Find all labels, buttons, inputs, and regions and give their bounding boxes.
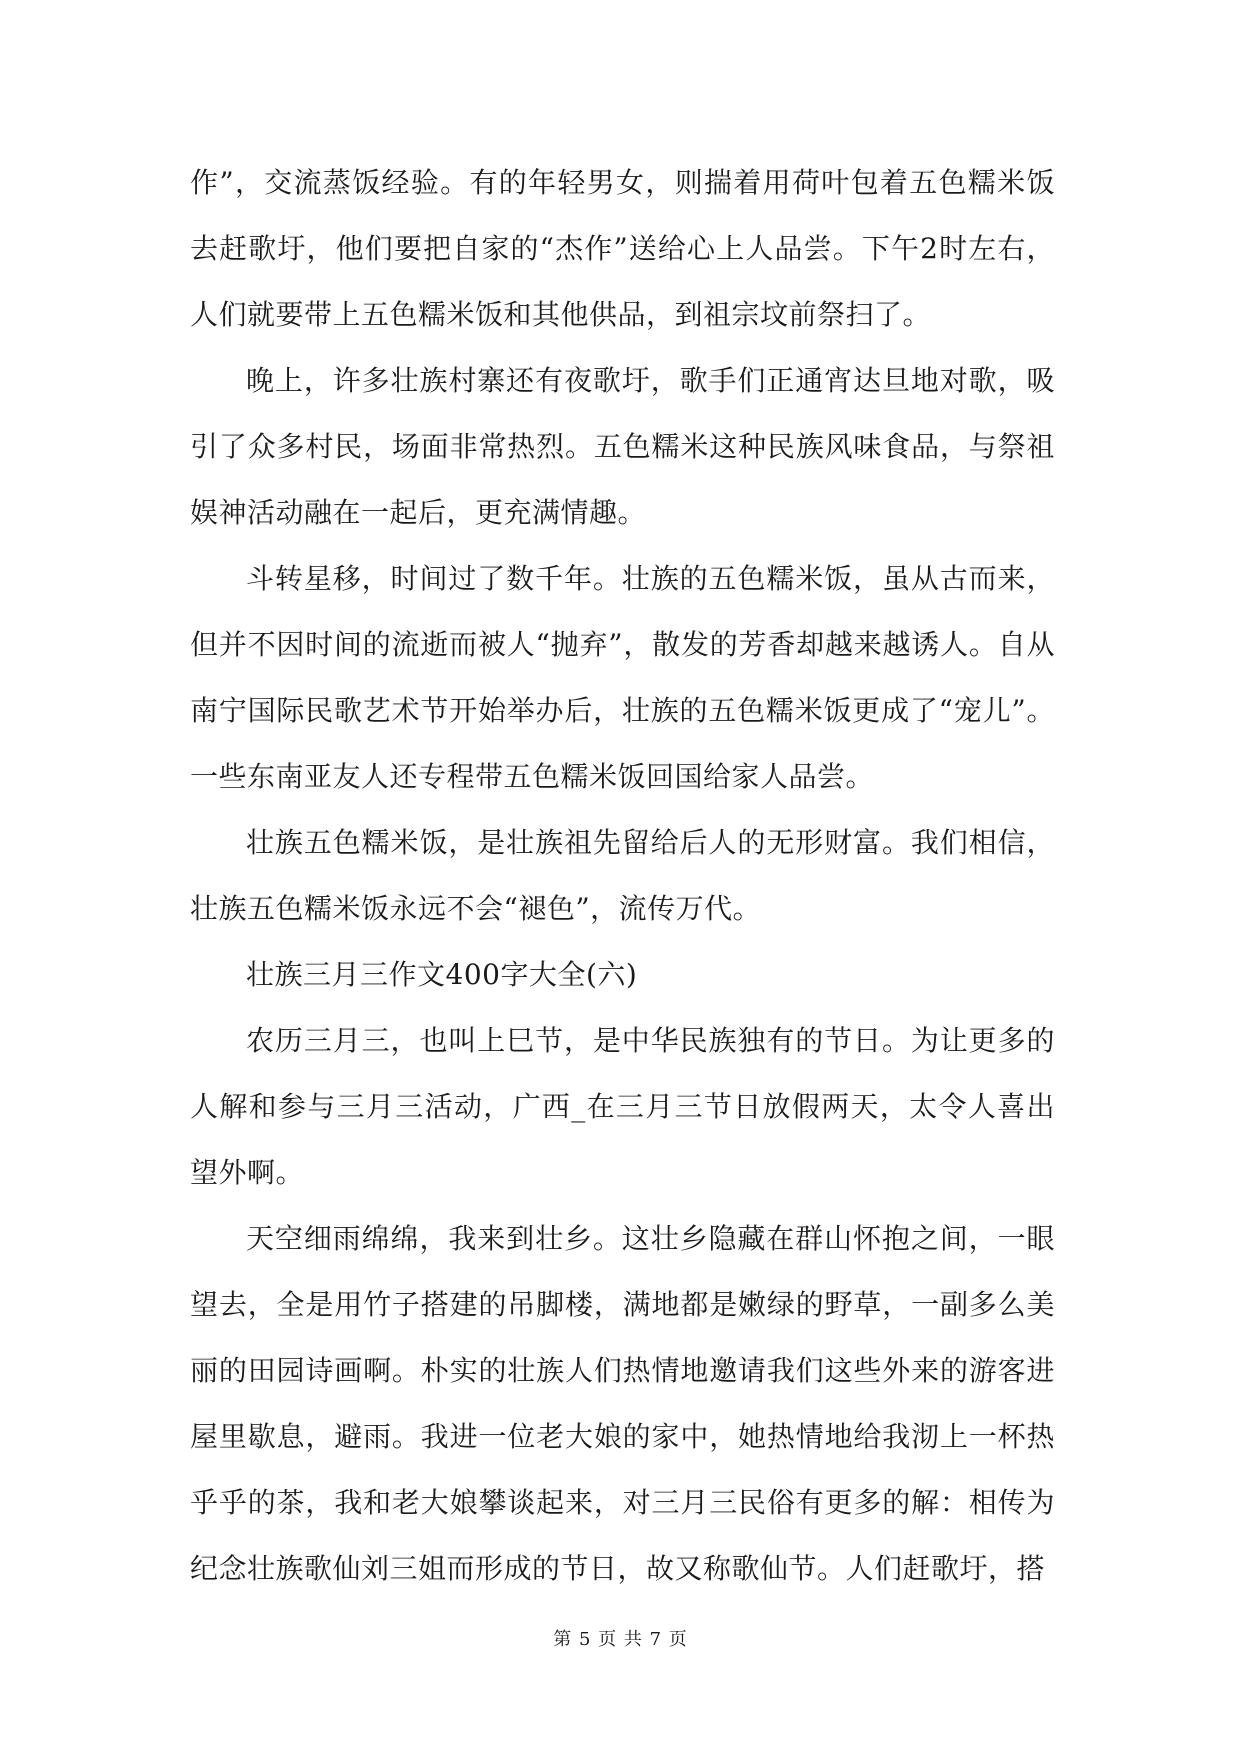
- document-body: [190, 150, 1055, 1602]
- paragraph-village-visit: 天空细雨绵绵，我来到壮乡。这壮乡隐藏在群山怀抱之间，一眼望去，全是用竹子搭建的吊脚楼，满地都是嫩绿的野草，一副多么美丽的田园诗画啊。朴实的壮族人们热情地邀请我们这些外来的游客进屋里歇息，避雨。我进一位老大娘的家中，她热情地给我沏上一杯热乎乎的茶，我和老大娘攀谈起来，对三月三民俗有更多的解：相传为纪念壮族歌仙刘三姐而形成的节日，故又称歌仙节。人们赶歌圩，搭: [190, 1222, 1055, 1585]
- paragraph-continuation: 作”，交流蒸饭经验。有的年轻男女，则揣着用荷叶包着五色糯米饭去赶歌圩，他们要把自家的“杰作”送给心上人品尝。下午2时左右，人们就要带上五色糯米饭和其他供品，到祖宗坟前祭扫了。: [190, 166, 1055, 331]
- section-heading: 壮族三月三作文400字大全(六): [246, 958, 638, 991]
- paragraph-history: 斗转星移，时间过了数千年。壮族的五色糯米饭，虽从古而来，但并不因时间的流逝而被人“抛弃”，散发的芳香却越来越诱人。自从南宁国际民歌艺术节开始举办后，壮族的五色糯米饭更成了“宠儿”。一些东南亚友人还专程带五色糯米饭回国给家人品尝。: [190, 562, 1055, 793]
- paragraph-night-song-fair: 晚上，许多壮族村寨还有夜歌圩，歌手们正通宵达旦地对歌，吸引了众多村民，场面非常热烈。五色糯米这种民族风味食品，与祭祖娱神活动融在一起后，更充满情趣。: [190, 364, 1055, 529]
- page-footer: 第 5 页 共 7 页: [553, 1629, 688, 1650]
- paragraph-festival-intro: 农历三月三，也叫上巳节，是中华民族独有的节日。为让更多的人解和参与三月三活动，广西_在三月三节日放假两天，太令人喜出望外啊。: [190, 1024, 1055, 1189]
- paragraph-heritage: 壮族五色糯米饭，是壮族祖先留给后人的无形财富。我们相信，壮族五色糯米饭永远不会“褪色”，流传万代。: [190, 826, 1055, 925]
